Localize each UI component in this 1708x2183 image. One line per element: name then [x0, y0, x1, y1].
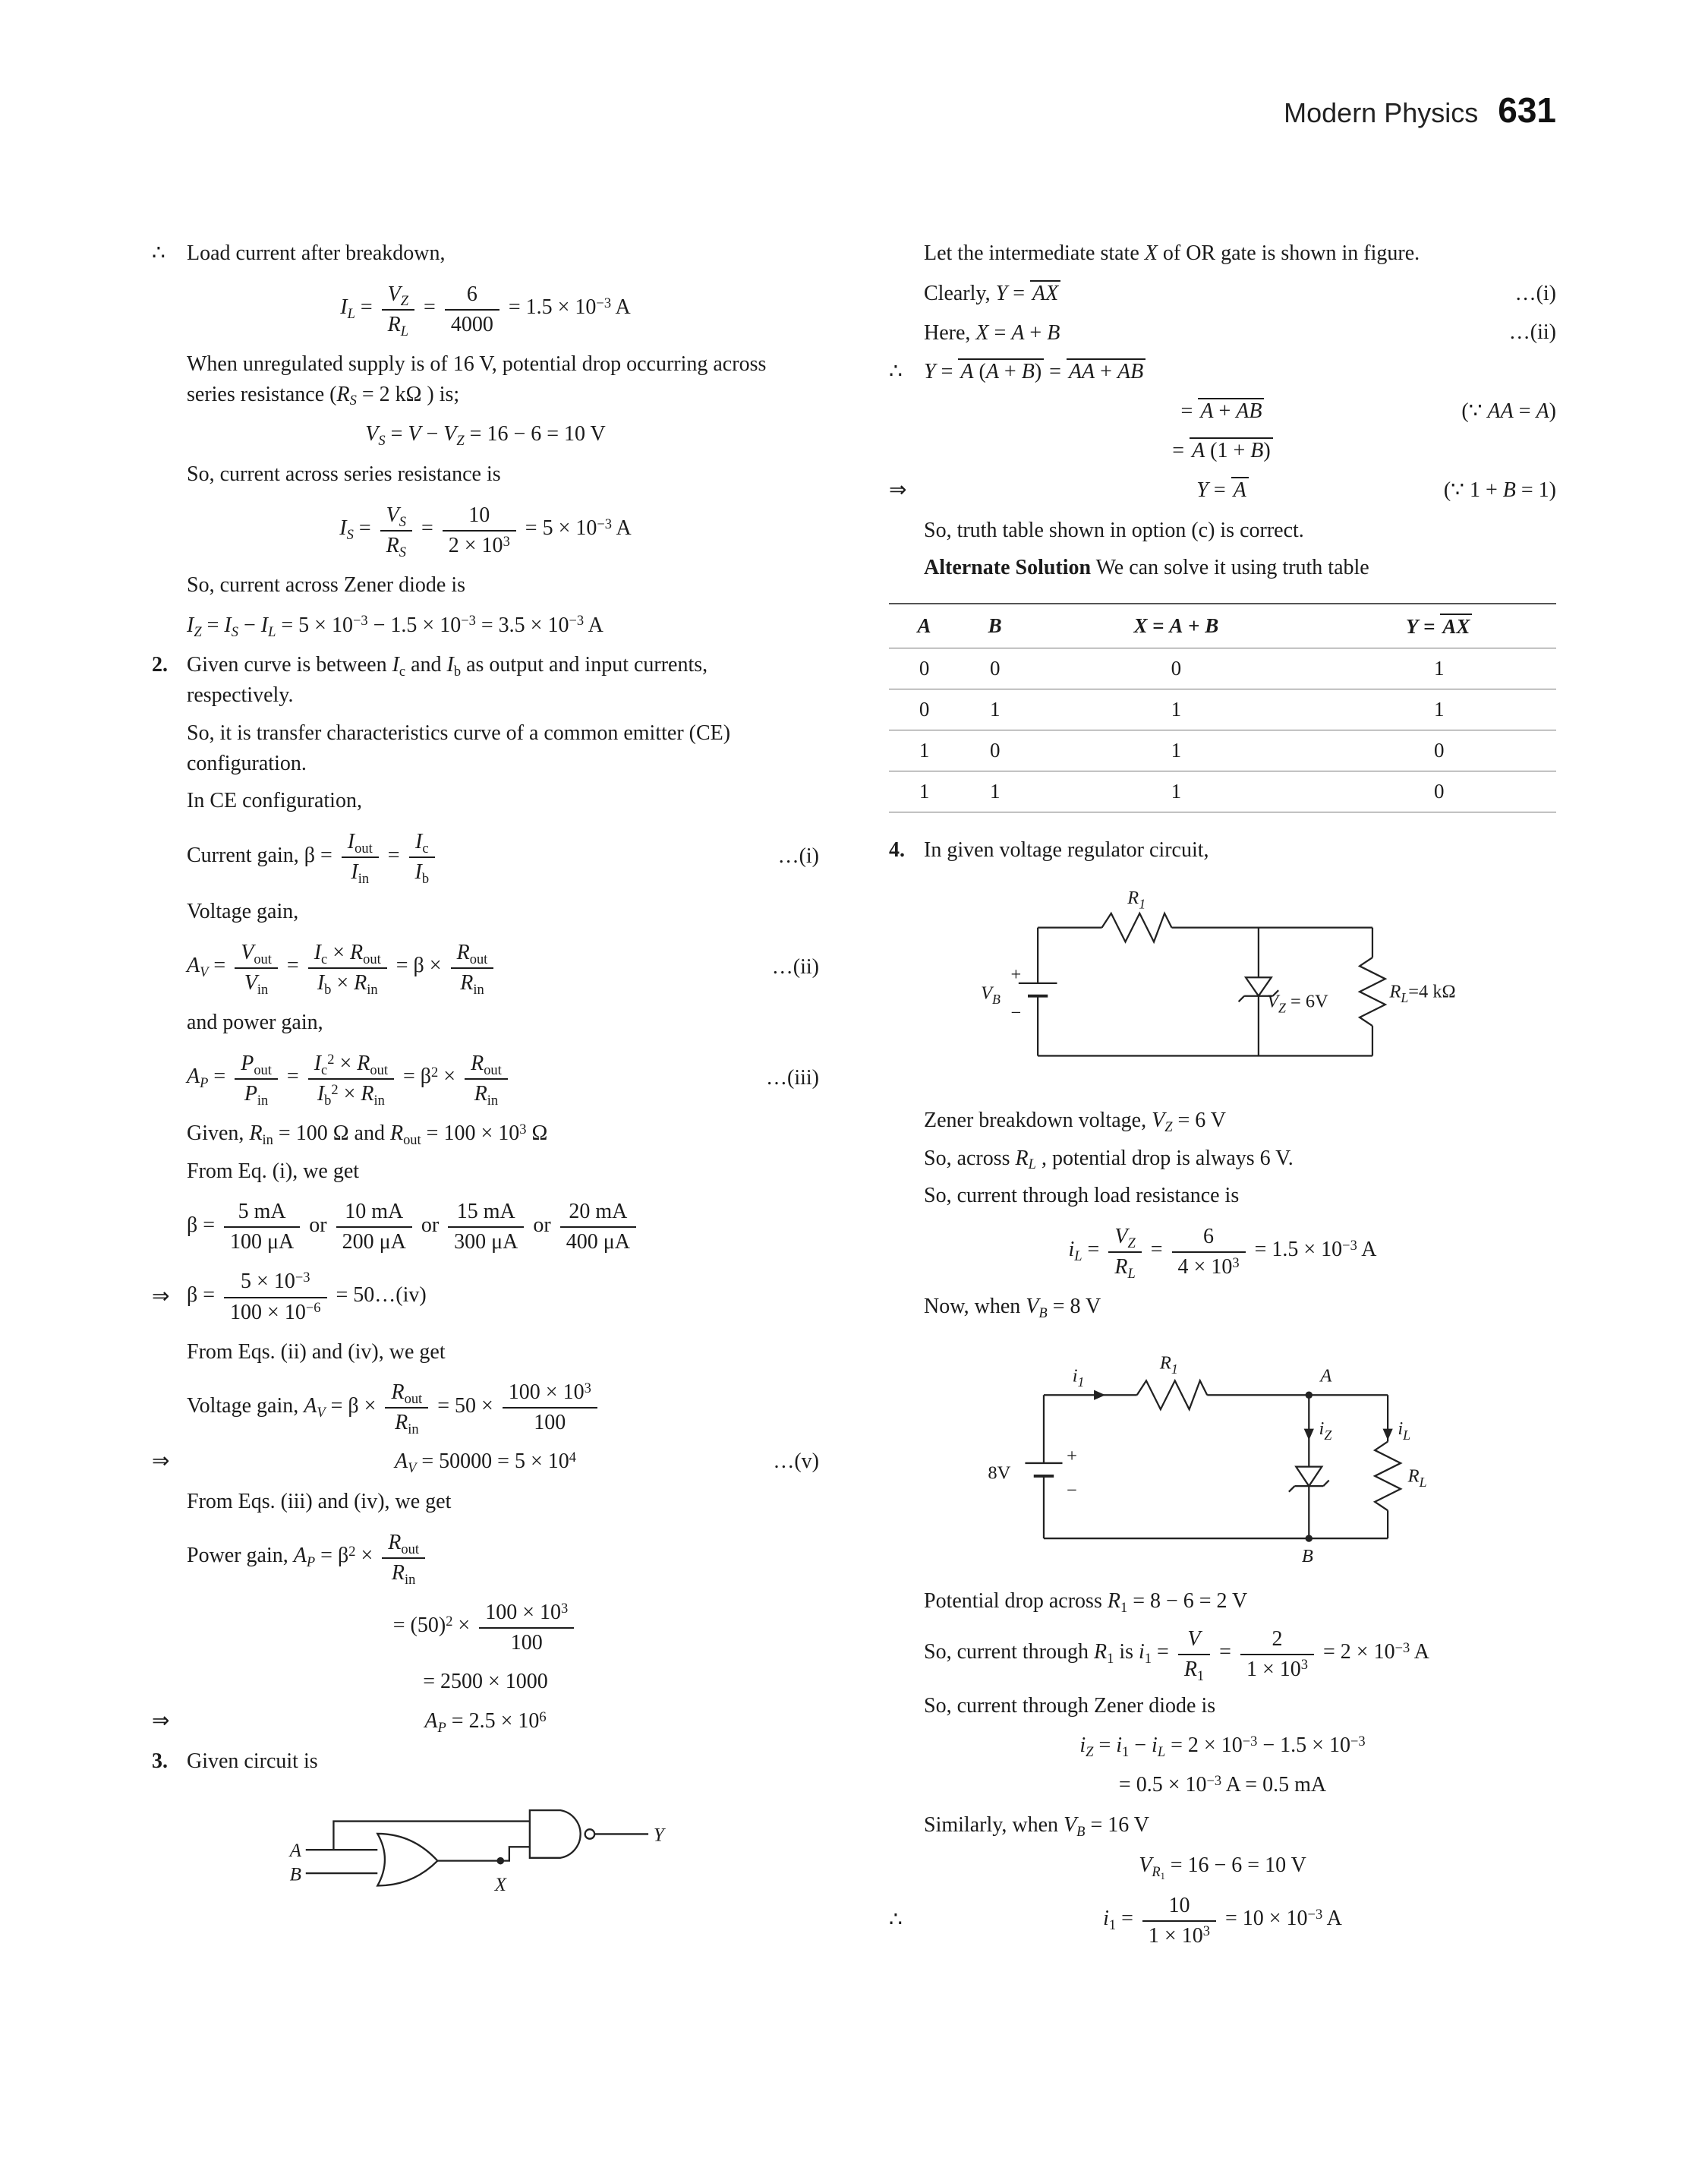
- logic-gate-figure: [281, 1788, 691, 1919]
- text-content: Y = A (A + B) = AA + AB: [924, 360, 1145, 383]
- text-content: $V_S = V - V_Z = 16 - 6 = 10$ V: [365, 422, 606, 449]
- text-content: So, current through Zener diode is: [924, 1693, 1216, 1718]
- text-content: $I_Z = I_S - I_L = 5 \times 10^{-3} - 1.5 \times 10^{-3} = 3.5 \times 10^{-3}$ A: [187, 613, 603, 639]
- equation: [889, 1731, 1556, 1760]
- resistor-rl-icon: [1360, 957, 1385, 1026]
- paragraph: [889, 238, 1556, 269]
- label-output-y: Y: [653, 1825, 664, 1846]
- text-content: Given circuit is: [187, 1749, 318, 1773]
- text-content: $I_L$ = $\frac{V_Z}{R_L}$ = $\frac{6}{4000}$ = $1.5 \times 10^{-3}$ A: [340, 282, 631, 339]
- item-marker: 3.: [152, 1749, 168, 1773]
- table-cell: 0: [919, 698, 930, 721]
- two-column-layout: [152, 231, 1556, 1961]
- item-marker: ∴: [152, 241, 165, 265]
- paragraph: [152, 650, 819, 711]
- text-content: So, current across series resistance is: [187, 462, 501, 487]
- table-row: [889, 648, 1556, 689]
- table-header-cell: X = A + B: [1133, 614, 1219, 638]
- resistor-rl-icon: [1375, 1441, 1401, 1510]
- text-content: So, current through $R_1$ is $i_1$ = $\frac{V}{R_1}$ = $\frac{2}{1 \times 10^3}$ = $2 \times 10^{-3}$ A: [924, 1626, 1429, 1683]
- paragraph: [152, 1746, 819, 1777]
- paragraph: [889, 835, 1556, 866]
- equation: [889, 1222, 1556, 1281]
- text-content: $A_V = 50000 = 5 \times 10^4$: [394, 1450, 576, 1476]
- table-row: [889, 689, 1556, 730]
- figure: [889, 1334, 1556, 1571]
- label-i1: $i_1$: [1072, 1365, 1085, 1390]
- equation: [152, 1049, 819, 1108]
- text-content: Here, X = A + B: [924, 320, 1060, 345]
- equation: [152, 1197, 819, 1256]
- label-node-a: A: [1319, 1365, 1331, 1386]
- equation: [889, 319, 1556, 348]
- item-marker: ∴: [889, 1907, 903, 1932]
- equation: [152, 1598, 819, 1657]
- label-input-b: B: [289, 1865, 301, 1886]
- figure: [152, 1788, 819, 1925]
- text-content: Voltage gain,: [187, 900, 299, 924]
- table-cell: 1: [1433, 657, 1445, 680]
- equation-tag: …(iii): [766, 1065, 819, 1090]
- item-marker: ⇒: [152, 1450, 170, 1474]
- text-content: = A (1 + B): [1172, 439, 1272, 462]
- label-node-b: B: [1301, 1546, 1313, 1565]
- label-rl: $R_L=4$ kΩ: [1388, 981, 1456, 1005]
- equation: [152, 279, 819, 339]
- paragraph: [152, 718, 819, 779]
- paragraph: [889, 553, 1556, 583]
- table-cell: 1: [989, 780, 1001, 803]
- nand-bubble-icon: [585, 1830, 594, 1840]
- equation: [152, 1267, 819, 1326]
- text-content: $I_S$ = $\frac{V_S}{R_S}$ = $\frac{10}{2 \times 10^3}$ = $5 \times 10^{-3}$ A: [339, 503, 632, 560]
- text-content: Now, when $V_B = 8$ V: [924, 1295, 1101, 1320]
- table-header-cell: A: [917, 614, 931, 638]
- label-battery-8v: 8V: [987, 1462, 1010, 1484]
- equation-tag: …(i): [777, 844, 819, 869]
- table-cell: 1: [989, 698, 1001, 721]
- paragraph: [889, 1624, 1556, 1683]
- table-cell: 0: [1171, 657, 1182, 680]
- text-content: So, current through load resistance is: [924, 1184, 1240, 1208]
- equation: [152, 1528, 819, 1587]
- node-a-dot: [1305, 1391, 1312, 1398]
- equation: [152, 611, 819, 640]
- text-content: Load current after breakdown,: [187, 241, 446, 265]
- x-wire: [436, 1847, 529, 1861]
- text-content: So, current across Zener diode is: [187, 573, 465, 597]
- paragraph: [889, 1691, 1556, 1721]
- table-row: [889, 730, 1556, 771]
- chapter-title: Modern Physics: [1284, 97, 1479, 128]
- paragraph: [152, 1118, 819, 1149]
- equation: [152, 827, 819, 886]
- text-content: $A_P$ = $P_{out}$ $P_{in}$ = $I_c^2 \times R_{out}$ $I_b^2 \times R_{in}$ = $\beta^2$ × $R_{out}$ $R_{in}$: [187, 1065, 512, 1088]
- text-content: Potential drop across $R_1 = 8 - 6 = 2$ V: [924, 1588, 1248, 1615]
- text-content: and power gain,: [187, 1011, 323, 1035]
- equation: [889, 397, 1556, 426]
- text-content: Given curve is between $I_c$ and $I_b$ as output and input currents, respectively.: [187, 653, 708, 708]
- paragraph: [152, 349, 819, 410]
- table-cell: 0: [1433, 739, 1445, 762]
- text-content: Voltage gain, $A_V = \beta$ × $R_{out}$ $R_{in}$ = 50 × $\frac{100 \times 10^3}{100}$: [187, 1394, 601, 1418]
- equation: [889, 358, 1556, 386]
- item-marker: ⇒: [152, 1708, 170, 1733]
- text-content: $A_P = 2.5 \times 10^6$: [424, 1708, 547, 1735]
- left-column: [152, 231, 819, 1961]
- voltage-regulator-figure: [972, 878, 1473, 1084]
- equation: [152, 500, 819, 560]
- equation-tag: (∵ AA = A): [1461, 399, 1556, 424]
- equation: [152, 938, 819, 997]
- equation: [889, 437, 1556, 465]
- text-content: In given voltage regulator circuit,: [924, 838, 1209, 863]
- resistor-r1-icon: [1136, 1380, 1207, 1409]
- or-gate-icon: [377, 1834, 437, 1885]
- text-content: $i_1$ = $\frac{10}{1 \times 10^3}$ = $10 \times 10^{-3}$ A: [1103, 1893, 1342, 1948]
- paragraph: [889, 1144, 1556, 1174]
- paragraph: [889, 1292, 1556, 1322]
- regulator-8v-figure: [965, 1334, 1481, 1565]
- equation: [152, 1447, 819, 1476]
- resistor-r1-icon: [1101, 913, 1171, 942]
- text-content: Y = A: [1196, 478, 1248, 502]
- nand-gate-icon: [529, 1810, 580, 1858]
- node-x-dot: [496, 1857, 504, 1865]
- text-content: Given, $R_{in} = 100$ Ω and $R_{out} = 100 \times 10^3$ Ω: [187, 1121, 548, 1147]
- text-content: From Eqs. (ii) and (iv), we get: [187, 1339, 446, 1364]
- text-content: So, it is transfer characteristics curve of a common emitter (CE) configuration.: [187, 721, 731, 775]
- page-number: 631: [1498, 90, 1556, 130]
- table-cell: 1: [1171, 698, 1182, 721]
- item-marker: 2.: [152, 653, 168, 677]
- equation: [889, 1891, 1556, 1950]
- battery-minus-sign: −: [1066, 1480, 1077, 1501]
- text-content: So, truth table shown in option (c) is correct.: [924, 518, 1304, 542]
- table-header-cell: Y = AX: [1322, 604, 1556, 648]
- text-content: From Eqs. (iii) and (iv), we get: [187, 1490, 452, 1514]
- text-content: Clearly, Y = AX: [924, 282, 1060, 305]
- text-content: $V_{R_1} = 16 - 6 = 10$ V: [1139, 1853, 1306, 1882]
- table-cell: 0: [989, 657, 1001, 680]
- item-marker: ⇒: [152, 1284, 170, 1308]
- text-content: = $0.5 \times 10^{-3}$ A = 0.5 mA: [1118, 1772, 1327, 1797]
- label-il: $i_L$: [1397, 1418, 1410, 1443]
- paragraph: [889, 1106, 1556, 1136]
- node-b-dot: [1305, 1535, 1312, 1541]
- paragraph: [152, 897, 819, 927]
- equation-tag: (∵ 1 + B = 1): [1443, 478, 1556, 502]
- text-content: Similarly, when $V_B = 16$ V: [924, 1813, 1149, 1839]
- current-i1-arrow: [1094, 1390, 1105, 1399]
- table-cell: 1: [1171, 780, 1182, 803]
- equation-tag: …(v): [773, 1450, 819, 1474]
- text-content: Alternate Solution We can solve it using truth table: [924, 556, 1369, 580]
- paragraph: [889, 516, 1556, 546]
- table-cell: 1: [919, 739, 930, 762]
- equation: [889, 1771, 1556, 1800]
- equation-tag: …(i): [1514, 281, 1556, 305]
- equation: [152, 1667, 819, 1696]
- page-header: [152, 90, 1556, 131]
- paragraph: [152, 459, 819, 490]
- label-rl: $R_L$: [1407, 1465, 1427, 1490]
- label-input-a: A: [289, 1841, 301, 1862]
- paragraph: [889, 1586, 1556, 1617]
- paragraph: [152, 570, 819, 601]
- paragraph: [152, 1337, 819, 1368]
- text-content: $A_V$ = $V_{out}$ $V_{in}$ = $I_c \times R_{out}$ $I_b \times R_{in}$ = β × $R_{out}$ $R_{in}$: [187, 954, 497, 977]
- right-column: [889, 231, 1556, 1961]
- label-vb: $V_B$: [980, 983, 1001, 1007]
- a-branch-wire: [333, 1822, 529, 1850]
- table-cell: 1: [1171, 739, 1182, 762]
- table-cell: 1: [919, 780, 930, 803]
- battery-minus-sign: −: [1010, 1002, 1021, 1024]
- paragraph: [152, 1156, 819, 1187]
- table-header-row: [889, 604, 1556, 648]
- text-content: From Eq. (i), we get: [187, 1159, 360, 1183]
- paragraph: [889, 1181, 1556, 1211]
- table-header-cell: B: [988, 614, 1002, 638]
- figure: [889, 878, 1556, 1090]
- paragraph: [152, 1487, 819, 1517]
- label-vz: $V_Z = 6V$: [1266, 991, 1328, 1016]
- paragraph: [152, 1008, 819, 1038]
- text-content: Let the intermediate state X of OR gate is shown in figure.: [924, 241, 1420, 265]
- table-cell: 0: [919, 657, 930, 680]
- equation: [152, 420, 819, 449]
- battery-plus-sign: +: [1066, 1445, 1077, 1466]
- text-content: = A + AB: [1181, 399, 1265, 423]
- text-content: = 2500 × 1000: [423, 1670, 548, 1694]
- item-marker: 4.: [889, 838, 905, 863]
- current-iz-arrow: [1303, 1428, 1313, 1440]
- text-content: Zener breakdown voltage, $V_Z = 6$ V: [924, 1108, 1227, 1134]
- text-content: Current gain, β = $I_{out}$ $I_{in}$ = $\frac{I_c}{I_b}$: [187, 844, 439, 867]
- table-cell: 0: [1433, 780, 1445, 803]
- table-cell: 0: [989, 739, 1001, 762]
- label-r1: $R_1$: [1127, 887, 1145, 912]
- equation: [889, 476, 1556, 505]
- text-content: When unregulated supply is of 16 V, potential drop occurring across series resistance ($R_S = 2$ kΩ ) is;: [187, 352, 767, 409]
- paragraph: [152, 238, 819, 269]
- equation: [152, 1707, 819, 1736]
- text-content: β = $\frac{5 mA}{100 \mu A}$ or $\frac{10 mA}{200 \mu A}$ or $\frac{15 mA}{300 \mu A}$ or $\frac{20 mA}{400 \mu A}$: [187, 1213, 640, 1237]
- equation: [889, 279, 1556, 308]
- table-cell: 1: [1433, 698, 1445, 721]
- equation-tag: …(ii): [1508, 320, 1556, 345]
- paragraph: [152, 786, 819, 816]
- text-content: = $(50)^2$ × $\frac{100 \times 10^3}{100}$: [393, 1614, 578, 1637]
- text-content: $i_L$ = $\frac{V_Z}{R_L}$ = $\frac{6}{4 \times 10^3}$ = $1.5 \times 10^{-3}$ A: [1068, 1225, 1377, 1281]
- current-il-arrow: [1382, 1428, 1392, 1440]
- text-content: $i_Z = i_1 - i_L = 2 \times 10^{-3} - 1.5 \times 10^{-3}$: [1079, 1733, 1366, 1760]
- item-marker: ⇒: [889, 478, 907, 502]
- equation: [152, 1377, 819, 1437]
- text-content: So, across $R_L$ , potential drop is always 6 V.: [924, 1146, 1294, 1172]
- item-marker: ∴: [889, 360, 903, 384]
- text-content: In CE configuration,: [187, 789, 362, 813]
- zener-diode-icon: [1296, 1467, 1322, 1486]
- text-content: β = $\frac{5 \times 10^{-3}}{100 \times 10^{-6}}$ = 50…(iv): [187, 1270, 427, 1324]
- truth-table: [889, 603, 1556, 812]
- text-content: Power gain, $A_P = \beta^2$ × $R_{out}$ $R_{in}$: [187, 1544, 429, 1567]
- label-iz: $i_Z$: [1319, 1418, 1331, 1443]
- label-node-x: X: [494, 1875, 506, 1896]
- battery-plus-sign: +: [1010, 964, 1021, 985]
- table-row: [889, 771, 1556, 812]
- label-r1: $R_1$: [1159, 1352, 1178, 1377]
- equation-tag: …(ii): [771, 955, 819, 980]
- paragraph: [889, 1810, 1556, 1841]
- equation: [889, 1851, 1556, 1880]
